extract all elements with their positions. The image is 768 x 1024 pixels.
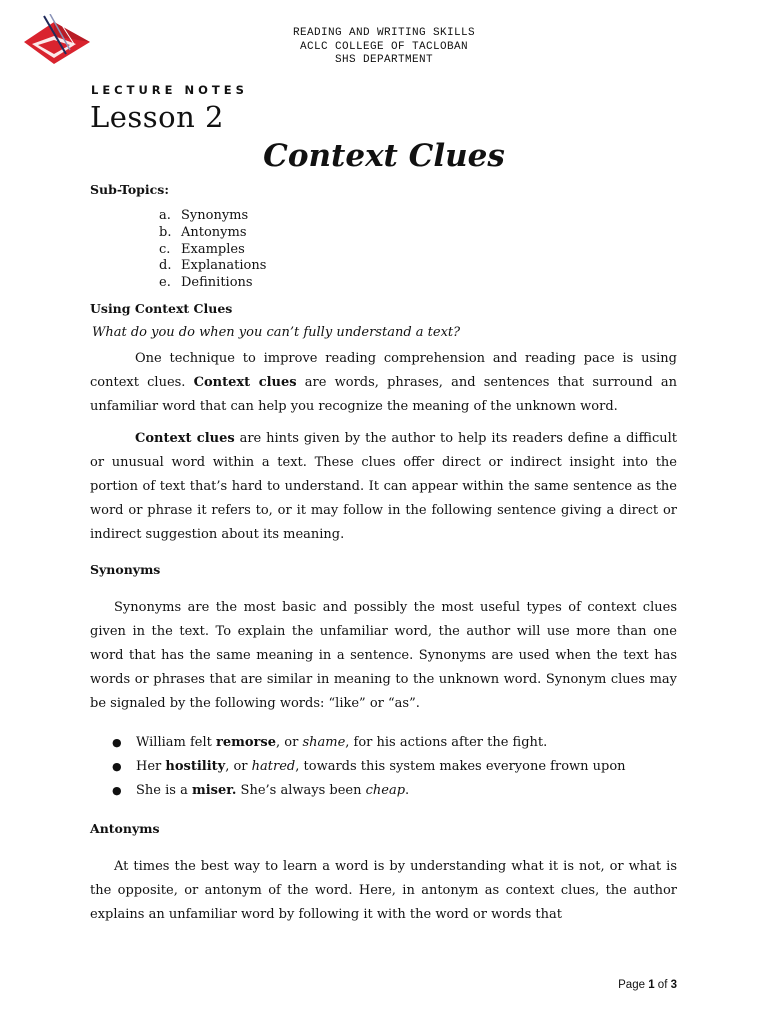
bold-term: hostility bbox=[165, 759, 226, 774]
example-text: , towards this system makes everyone frown upon bbox=[295, 759, 626, 774]
subtopics-heading: Sub-Topics: bbox=[90, 182, 169, 197]
header-line-2: ACLC COLLEGE OF TACLOBAN bbox=[299, 40, 469, 53]
list-item bbox=[159, 275, 266, 292]
synonyms-heading: Synonyms bbox=[90, 562, 161, 577]
bold-term: Context clues bbox=[193, 375, 297, 390]
of-label: of bbox=[657, 979, 668, 991]
paragraph-text: are words, phrases, and sentences that surround an unfamiliar word that can help you recognize the meaning of the unknown word. bbox=[90, 375, 677, 414]
example-text: She is a bbox=[136, 783, 192, 798]
bullet-icon: ● bbox=[112, 760, 122, 773]
intro-paragraph-1 bbox=[90, 347, 677, 419]
total-pages: 3 bbox=[670, 979, 677, 991]
synonyms-paragraph bbox=[90, 596, 677, 716]
bold-term: remorse bbox=[216, 735, 276, 750]
page-number-footer bbox=[618, 979, 677, 991]
italic-term: shame bbox=[302, 735, 346, 750]
current-page: 1 bbox=[648, 979, 655, 991]
paragraph-text: One technique to improve reading comprehension and reading pace is using context clues. bbox=[90, 351, 677, 390]
list-item-text: Definitions bbox=[181, 275, 253, 291]
list-item bbox=[112, 779, 626, 803]
list-item-text: Antonyms bbox=[181, 224, 247, 240]
italic-term: hatred bbox=[251, 759, 296, 774]
bold-term: miser. bbox=[191, 783, 237, 798]
list-item-text: Synonyms bbox=[181, 208, 249, 223]
list-marker: d. bbox=[159, 258, 172, 274]
list-item bbox=[159, 208, 266, 225]
subtopics-list bbox=[159, 208, 266, 292]
intro-paragraph-2 bbox=[90, 427, 677, 547]
list-item-text: Examples bbox=[181, 241, 245, 257]
example-text: , or bbox=[225, 759, 252, 774]
italic-term: cheap bbox=[365, 783, 406, 798]
example-text: William felt bbox=[136, 735, 216, 750]
list-item bbox=[159, 258, 266, 275]
list-marker: a. bbox=[159, 208, 171, 223]
paragraph-text: At times the best way to learn a word is by understanding what it is not, or what is the opposite, or antonym of the word. Here, in antonym as context clues, the author explains an unfamiliar word by following it with the word or words that bbox=[90, 859, 677, 922]
example-text: She’s always been bbox=[236, 783, 366, 798]
example-text: Her bbox=[136, 759, 166, 774]
lesson-number: Lesson 2 bbox=[90, 100, 224, 134]
list-item bbox=[159, 225, 266, 242]
using-context-clues-heading: Using Context Clues bbox=[90, 301, 233, 316]
example-text: , for his actions after the fight. bbox=[345, 735, 548, 750]
paragraph-text: Synonyms are the most basic and possibly the most useful types of context clues given in the text. To explain the unfamiliar word, the author will use more than one word that has the same meaning in a sentence. Synonyms are used when the text has words or phrases that are similar in meaning to the unknown word. Synonym clues may be signaled by the following words: “like” or “as”. bbox=[90, 600, 677, 711]
list-marker: b. bbox=[159, 224, 172, 240]
list-marker: e. bbox=[159, 275, 171, 291]
antonyms-paragraph bbox=[90, 855, 677, 927]
bold-term: Context clues bbox=[135, 431, 235, 446]
school-header bbox=[0, 27, 768, 68]
list-item bbox=[112, 731, 626, 755]
guiding-question: What do you do when you can’t fully understand a text? bbox=[92, 325, 461, 340]
lecture-notes-label: LECTURE NOTES bbox=[91, 83, 248, 97]
synonym-examples-list bbox=[112, 731, 626, 803]
page-title: Context Clues bbox=[263, 138, 505, 174]
list-item-text: Explanations bbox=[181, 258, 267, 274]
example-text: . bbox=[405, 783, 410, 798]
header-line-3: SHS DEPARTMENT bbox=[334, 54, 433, 66]
list-marker: c. bbox=[159, 241, 171, 257]
list-item bbox=[112, 755, 626, 779]
example-text: , or bbox=[276, 735, 303, 750]
header-line-1: READING AND WRITING SKILLS bbox=[292, 27, 476, 39]
list-item bbox=[159, 242, 266, 259]
page-label: Page bbox=[618, 979, 645, 991]
bullet-icon: ● bbox=[112, 736, 122, 749]
paragraph-text: are hints given by the author to help its readers define a difficult or unusual word within a text. These clues offer direct or indirect insight into the portion of text that’s hard to understand. It can appear within the same sentence as the word or phrase it refers to, or it may follow in the following sentence giving a direct or indirect suggestion about its meaning. bbox=[90, 431, 677, 542]
bullet-icon: ● bbox=[112, 784, 122, 797]
antonyms-heading: Antonyms bbox=[90, 821, 160, 836]
